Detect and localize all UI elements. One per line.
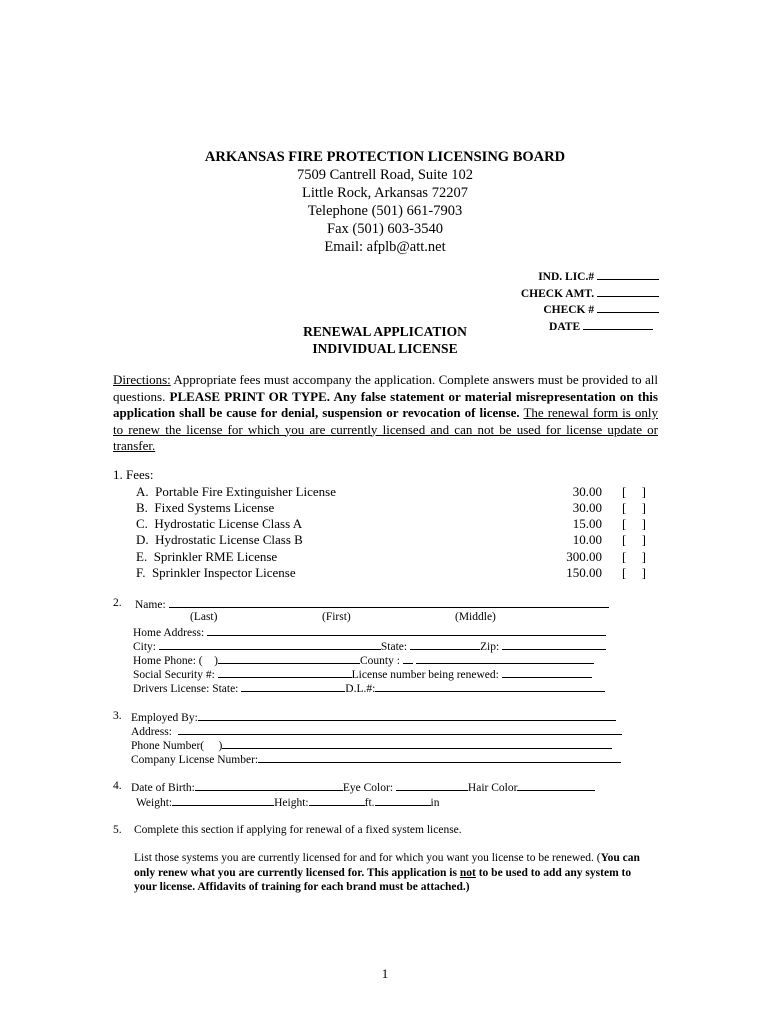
name-field[interactable] [169, 596, 609, 608]
email: Email: afplb@att.net [324, 239, 446, 255]
fee-row-f: F. Sprinkler Inspector License 150.00 [ ] [136, 565, 646, 580]
first-label: (First) [322, 611, 351, 623]
county-field[interactable] [416, 652, 594, 664]
dob-field[interactable] [195, 779, 343, 791]
form-title-2: INDIVIDUAL LICENSE [312, 341, 458, 356]
weight-field[interactable] [172, 794, 274, 806]
check-amt-row: CHECK AMT. [505, 285, 659, 302]
dl-number-field[interactable] [375, 680, 605, 692]
weight-row: Weight: Height: ft. in [136, 794, 439, 810]
drivers-license-row: Drivers License: State: D.L.#: [133, 680, 605, 696]
home-phone-field[interactable] [218, 652, 360, 664]
company-license-row: Company License Number: [131, 751, 621, 767]
date-row: DATE [505, 318, 659, 335]
ind-lic-row: IND. LIC.# [505, 268, 659, 285]
fee-row-b: B. Fixed Systems License 30.00 [ ] [136, 500, 646, 515]
eye-color-field[interactable] [396, 779, 468, 791]
ssn-field[interactable] [218, 666, 352, 678]
last-label: (Last) [190, 611, 218, 623]
height-ft-field[interactable] [309, 794, 365, 806]
zip-field[interactable] [502, 638, 606, 650]
employed-by-row: Employed By: [131, 709, 616, 725]
fax: Fax (501) 603-3540 [327, 221, 443, 237]
phone-number-row: Phone Number( ) [131, 737, 612, 753]
fees-heading: 1. Fees: [113, 467, 154, 482]
dob-row: Date of Birth: Eye Color: Hair Color [131, 779, 595, 795]
check-no-row: CHECK # [505, 301, 659, 318]
fee-row-d: D. Hydrostatic License Class B 10.00 [ ] [136, 532, 646, 547]
fee-row-c: C. Hydrostatic License Class A 15.00 [ ] [136, 516, 646, 531]
phone-number-field[interactable] [222, 737, 612, 749]
fee-row-a: A. Portable Fire Extinguisher License 30.00 [ ] [136, 484, 646, 499]
city-field[interactable] [159, 638, 381, 650]
section-5-number: 5. [113, 824, 122, 836]
hair-color-field[interactable] [517, 779, 595, 791]
address-line-1: 7509 Cantrell Road, Suite 102 [297, 167, 473, 183]
board-title: ARKANSAS FIRE PROTECTION LICENSING BOARD [204, 149, 566, 165]
fee-row-e: E. Sprinkler RME License 300.00 [ ] [136, 549, 646, 564]
check-no-field[interactable] [597, 301, 659, 313]
directions: Directions: Appropriate fees must accompany the application. Complete answers must be provided to all questions. PLEASE PRINT OR TYPE. Any false statement or material misrepresentation on this application shall be cause for denial, suspension or revocation of license. The renewal form is only to renew the license for which you are currently licensed and can not be used for license update or transfer. [113, 372, 659, 453]
city-row: City: State: Zip: [133, 638, 606, 654]
ind-lic-field[interactable] [597, 268, 659, 280]
section-5-list-instructions: List those systems you are currently licensed for and for which you want you license to be renewed. (You can only renew what you are currently licensed for. This application is not to be used to add any system to your license. Affidavits of training for each brand must be attached.) [134, 852, 640, 893]
form-title-1: RENEWAL APPLICATION [303, 324, 467, 339]
employer-address-row: Address: [131, 723, 622, 739]
ssn-row: Social Security #: License number being renewed: [133, 666, 592, 682]
page-number: 1 [381, 966, 389, 981]
section-2-number: 2. [113, 597, 122, 609]
license-renewed-field[interactable] [502, 666, 592, 678]
middle-label: (Middle) [455, 611, 496, 623]
telephone: Telephone (501) 661-7903 [307, 203, 463, 219]
employer-address-field[interactable] [178, 723, 622, 735]
section-5-text: Complete this section if applying for renewal of a fixed system license. [134, 824, 462, 836]
check-amt-field[interactable] [597, 285, 659, 297]
home-address-row: Home Address: [133, 624, 606, 640]
name-row: Name: [135, 596, 609, 612]
section-3-number: 3. [113, 710, 122, 722]
home-address-field[interactable] [207, 624, 606, 636]
state-field[interactable] [410, 638, 480, 650]
company-license-field[interactable] [258, 751, 621, 763]
dl-state-field[interactable] [241, 680, 345, 692]
home-phone-row: Home Phone: ( ) County : [133, 652, 594, 668]
employed-by-field[interactable] [198, 709, 616, 721]
height-in-field[interactable] [375, 794, 431, 806]
address-line-2: Little Rock, Arkansas 72207 [302, 185, 468, 201]
section-4-number: 4. [113, 780, 122, 792]
